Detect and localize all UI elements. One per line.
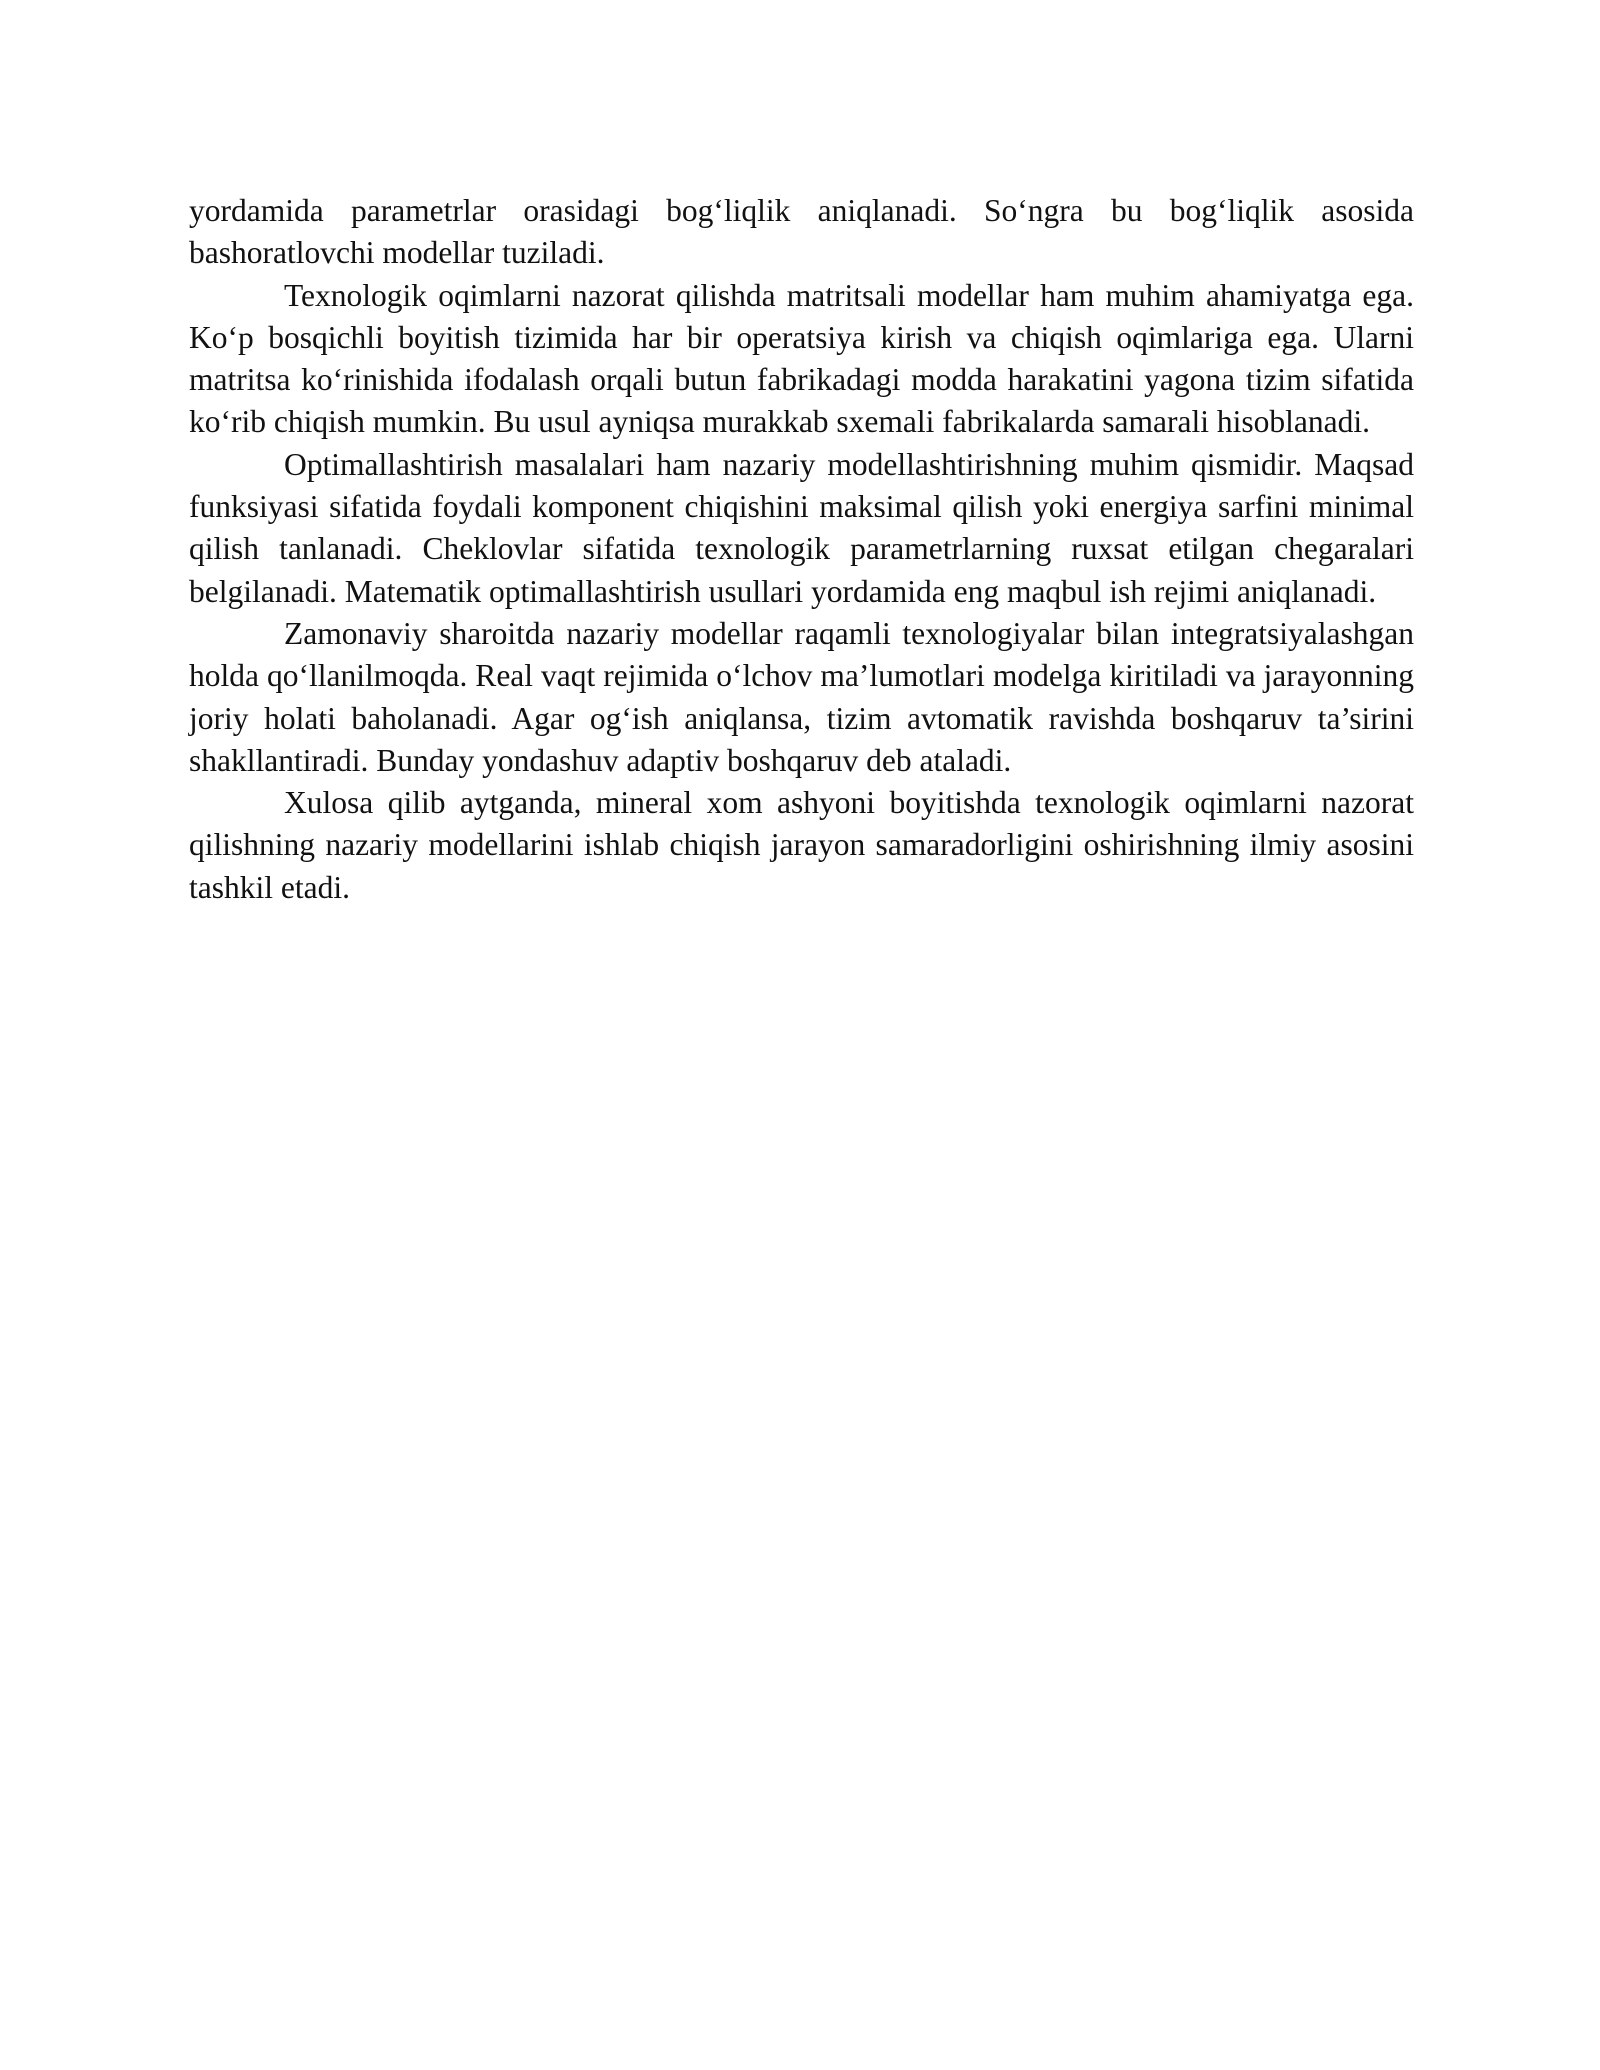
paragraph-digital-integration: Zamonaviy sharoitda nazariy modellar raqamli texnologiyalar bilan integratsiyalashgan holda qo‘llanilmoqda. Real vaqt rejimida o‘lchov ma’lumotlari modelga kiritiladi va jarayonning joriy holati baholanadi. Agar og‘ish aniqlansa, tizim avtomatik ravishda boshqaruv ta’sirini shakllantiradi. Bunday yondashuv adaptiv boshqaruv deb ataladi. bbox=[189, 615, 1414, 778]
document-body bbox=[189, 190, 1414, 909]
paragraph-matrix-models: Texnologik oqimlarni nazorat qilishda matritsali modellar ham muhim ahamiyatga ega. Ko‘p bosqichli boyitish tizimida har bir operatsiya kirish va chiqish oqimlariga ega. Ularni matritsa ko‘rinishida ifodalash orqali butun fabrikadagi modda harakatini yagona tizim sifatida ko‘rib chiqish mumkin. Bu usul ayniqsa murakkab sxemali fabrikalarda samarali hisoblanadi. bbox=[189, 277, 1414, 440]
paragraph-conclusion: Xulosa qilib aytganda, mineral xom ashyoni boyitishda texnologik oqimlarni nazorat qilishning nazariy modellarini ishlab chiqish jarayon samaradorligini oshirishning ilmiy asosini tashkil etadi. bbox=[189, 785, 1414, 905]
paragraph-continuation: yordamida parametrlar orasidagi bog‘liqlik aniqlanadi. So‘ngra bu bog‘liqlik asosida bashoratlovchi modellar tuziladi. bbox=[189, 193, 1414, 271]
paragraph-optimization: Optimallashtirish masalalari ham nazariy modellashtirishning muhim qismidir. Maqsad funksiyasi sifatida foydali komponent chiqishini maksimal qilish yoki energiya sarfini minimal qilish tanlanadi. Cheklovlar sifatida texnologik parametrlarning ruxsat etilgan chegaralari belgilanadi. Matematik optimallashtirish usullari yordamida eng maqbul ish rejimi aniqlanadi. bbox=[189, 446, 1414, 609]
